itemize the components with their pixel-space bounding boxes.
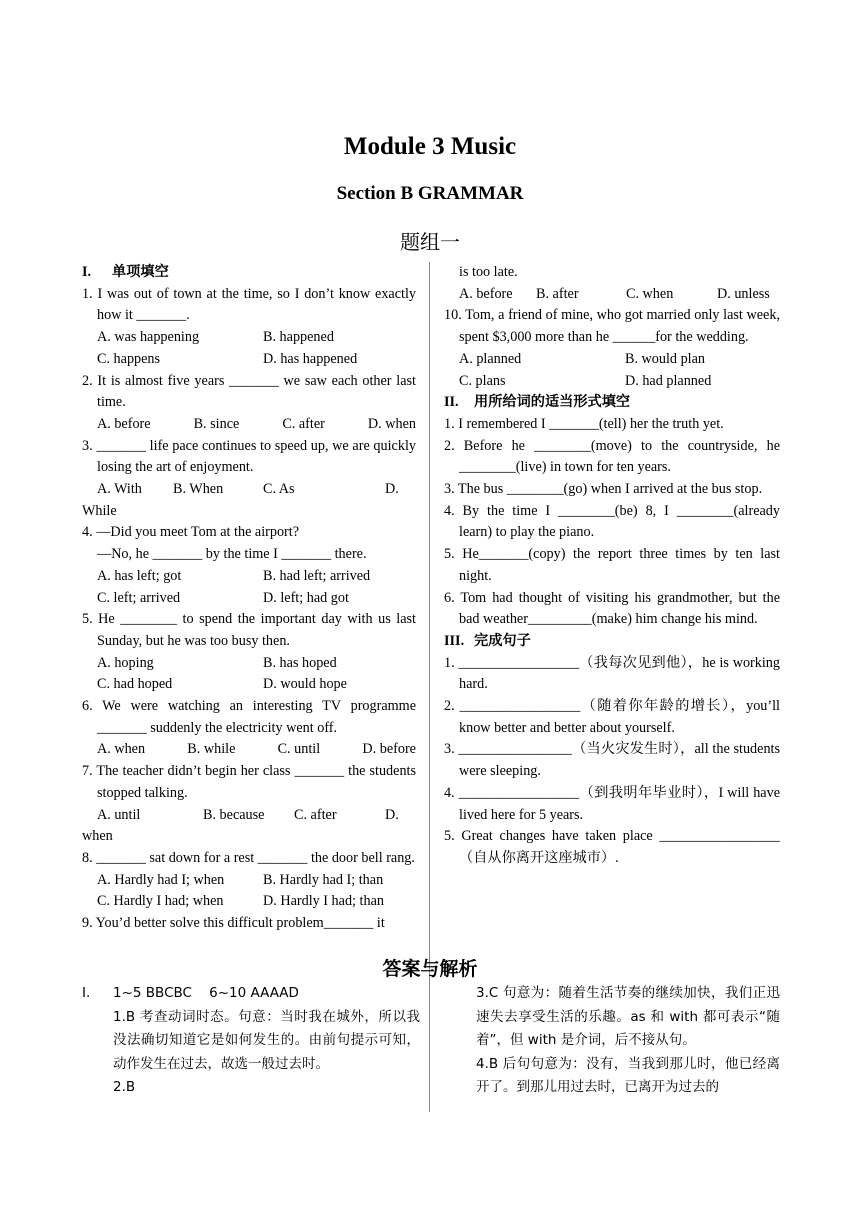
question-9	[82, 913, 416, 935]
sentence-item: 3. ________________（当火灾发生时），all the students were sleeping.	[444, 741, 780, 780]
q1-option-b: B. happened	[263, 329, 334, 346]
question-10-stem: 10. Tom, a friend of mine, who got married only last week, spent $3,000 more than he ______for the wedding.	[444, 307, 780, 346]
fill-item: 6. Tom had thought of visiting his grandmother, but the bad weather_________(make) him change his mind.	[444, 589, 780, 628]
sentence-item: 2. _________________（随着你年龄的增长），you’ll know better and better about yourself.	[444, 698, 780, 736]
q3-option-a: A. With	[97, 481, 142, 498]
section-2-title: 用所给词的适当形式填空	[474, 394, 631, 411]
section-subtitle: Section B GRAMMAR	[336, 183, 524, 204]
sentence-item: 5. Great changes have taken place _________________（自从你离开这座城市）.	[444, 828, 780, 866]
q8-option-a: A. Hardly had I; when	[97, 871, 225, 888]
q4-option-c: C. left; arrived	[97, 589, 181, 606]
answers-left	[82, 982, 420, 1100]
answer-keys: 1~5 BBCBC 6~10 AAAAD	[113, 985, 299, 1001]
q7-option-b: B. because	[203, 806, 265, 823]
right-column	[444, 262, 780, 870]
q9-option-c: C. when	[626, 285, 674, 302]
question-1-stem: 1. I was out of town at the time, so I don’t know exactly how it _______.	[82, 285, 416, 324]
question-2	[82, 371, 416, 436]
q1-option-a: A. was happening	[97, 329, 200, 346]
q9-option-a: A. before	[459, 285, 513, 302]
fill-item: 2. Before he ________(move) to the countryside, he ________(live) in town for ten years.	[444, 437, 780, 476]
q6-option-b: B. while	[187, 741, 236, 758]
section-3-number: III.	[444, 632, 465, 649]
q8-option-d: D. Hardly I had; than	[263, 893, 384, 910]
question-10	[444, 305, 780, 392]
answer-4: 4.B 后句句意为：没有，当我到那儿时，他已经离开了。到那儿用过去时，已离开为过去的	[476, 1055, 780, 1095]
answer-3: 3.C 句意为：随着生活节奏的继续加快，我们正迅速失去享受生活的乐趣。as 和 with 都可表示“随着”，但 with 是介词，后不接从句。	[476, 985, 780, 1048]
q9-option-b: B. after	[536, 285, 579, 302]
left-column	[82, 262, 416, 935]
q6-option-c: C. until	[277, 741, 321, 758]
q6-option-d: D. before	[362, 741, 416, 758]
section-3-heading	[444, 631, 780, 653]
section-3-title: 完成句子	[474, 632, 531, 649]
question-3	[82, 436, 416, 523]
column-divider	[429, 262, 430, 1112]
question-7	[82, 761, 416, 848]
q2-option-d: D. when	[367, 415, 416, 432]
question-4-reply: —No, he _______ by the time I _______ there.	[97, 546, 367, 563]
fill-item: 4. By the time I ________(be) 8, I ________(already learn) to play the piano.	[444, 502, 780, 541]
question-7-stem: 7. The teacher didn’t begin her class _______ the students stopped talking.	[82, 763, 416, 801]
question-2-stem: 2. It is almost five years _______ we saw each other last time.	[82, 372, 416, 411]
q4-option-b: B. had left; arrived	[263, 567, 371, 584]
q7-option-a: A. until	[97, 806, 141, 823]
section-1-title: 单项填空	[112, 264, 169, 280]
question-4	[82, 522, 416, 609]
q3-option-b: B. When	[173, 481, 224, 498]
q3-option-c: C. As	[263, 481, 295, 498]
question-6-stem: 6. We were watching an interesting TV programme _______ suddenly the electricity went off.	[82, 698, 416, 736]
answers-title: 答案与解析	[382, 958, 478, 980]
question-4-stem: 4. —Did you meet Tom at the airport?	[82, 524, 300, 541]
question-6	[82, 696, 416, 761]
q10-option-d: D. had planned	[625, 372, 712, 389]
q5-option-b: B. has hoped	[263, 654, 337, 671]
question-5	[82, 609, 416, 696]
page-title: Module 3 Music	[343, 133, 517, 160]
sentence-item: 1. _________________（我每次见到他），he is working hard.	[444, 654, 780, 693]
q7-option-c: C. after	[294, 806, 337, 823]
q2-option-c: C. after	[282, 415, 325, 432]
sentence-item: 4. _________________（到我明年毕业时），I will have lived here for 5 years.	[444, 784, 780, 823]
q8-option-c: C. Hardly I had; when	[97, 893, 224, 910]
q3-option-d-cont: While	[82, 502, 117, 519]
q1-option-d: D. has happened	[263, 350, 358, 367]
fill-item: 1. I remembered I _______(tell) her the truth yet.	[444, 415, 724, 432]
section-2-heading	[444, 392, 780, 414]
q3-option-d: D.	[385, 481, 399, 498]
q1-option-c: C. happens	[97, 350, 161, 367]
q10-option-a: A. planned	[459, 350, 522, 367]
fill-item: 5. He_______(copy) the report three times by ten last night.	[444, 546, 780, 584]
question-1	[82, 284, 416, 371]
answer-2: 2.B	[113, 1079, 136, 1095]
q5-option-c: C. had hoped	[97, 676, 173, 693]
q5-option-a: A. hoping	[97, 654, 154, 671]
section-2-number: II.	[444, 394, 459, 411]
answers-roman: I.	[82, 985, 91, 1001]
section-1-heading	[82, 262, 416, 284]
question-9-stem: 9. You’d better solve this difficult problem_______ it	[82, 915, 385, 932]
group-title: 题组一	[400, 230, 460, 254]
q4-option-a: A. has left; got	[97, 567, 182, 584]
answers-right	[476, 982, 780, 1100]
q7-option-d: D.	[385, 806, 399, 823]
q5-option-d: D. would hope	[263, 676, 347, 693]
question-9-continued: is too late.	[459, 264, 518, 280]
answer-1: 1.B 考查动词时态。句意：当时我在城外，所以我没法确切知道它是如何发生的。由前句提示可知，动作发生在过去，故选一般过去时。	[113, 1008, 420, 1072]
q2-option-b: B. since	[193, 415, 240, 432]
question-8-stem: 8. _______ sat down for a rest _______ the door bell rang.	[82, 849, 415, 866]
q6-option-a: A. when	[97, 741, 146, 758]
question-5-stem: 5. He ________ to spend the important day with us last Sunday, but he was too busy then.	[82, 611, 416, 649]
q10-option-b: B. would plan	[625, 350, 705, 367]
q2-option-a: A. before	[97, 415, 151, 432]
question-8	[82, 848, 416, 913]
question-3-stem: 3. _______ life pace continues to speed up, we are quickly losing the art of enjoyment.	[82, 437, 416, 476]
q8-option-b: B. Hardly had I; than	[263, 871, 384, 888]
q9-option-d: D. unless	[717, 285, 770, 302]
q4-option-d: D. left; had got	[263, 589, 349, 606]
q7-option-d-cont: when	[82, 828, 113, 845]
q10-option-c: C. plans	[459, 372, 506, 389]
fill-item: 3. The bus ________(go) when I arrived at the bus stop.	[444, 481, 763, 498]
section-1-number: I.	[82, 264, 92, 280]
